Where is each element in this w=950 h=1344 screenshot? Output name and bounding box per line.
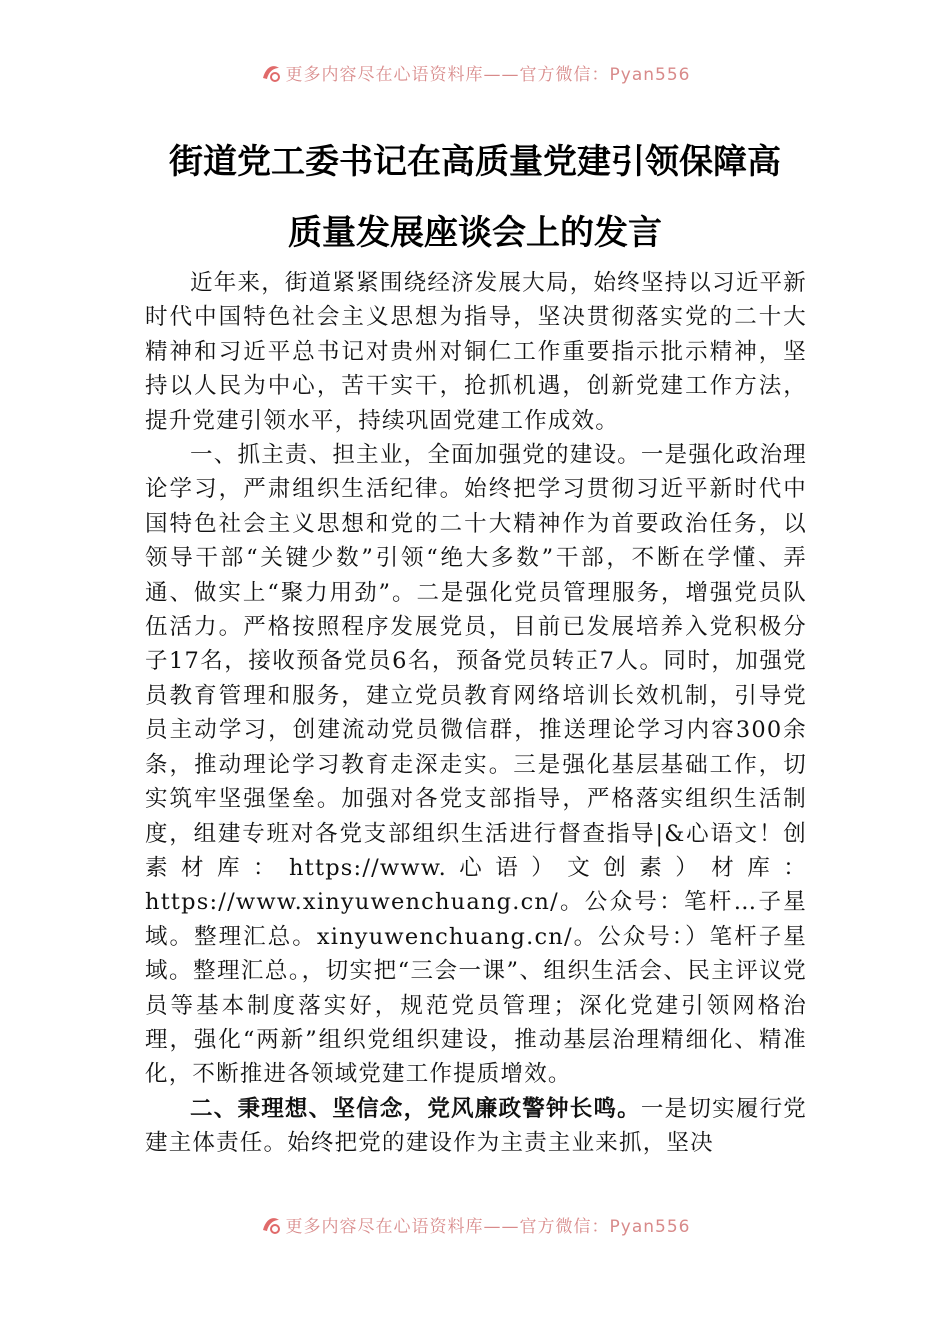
watermark-text: 更多内容尽在心语资料库——官方微信：Pyan556 <box>285 65 691 85</box>
xinyu-logo-icon <box>260 1214 282 1236</box>
paragraph-section-one: 一、抓主责、担主业，全面加强党的建设。一是强化政治理论学习，严肃组织生活纪律。始终把学习贯彻习近平新时代中国特色社会主义思想和党的二十大精神作为首要政治任务，以领导干部“关键少数”引领“绝大多数”干部，不断在学懂、弄通、做实上“聚力用劲”。二是强化党员管理服务，增强党员队伍活力。严格按照程序发展党员，目前已发展培养入党积极分子17名，接收预备党员6名，预备党员转正7人。同时，加强党员教育管理和服务，建立党员教育网络培训长效机制，引导党员主动学习，创建流动党员微信群，推送理论学习内容300余条，推动理论学习教育走深走实。三是强化基层基础工作，切实筑牢坚强堡垒。加强对各党支部指导，严格落实组织生活制度，组建专班对各党支部组织生活进行督查指导|&心语文！创素材库：https://www.心语）文创素）材库：https://www.xinyuwenchuang.cn/。公众号：笔杆…子星域。整理汇总。xinyuwenchuang.cn/。公众号：）笔杆子星域。整理汇总。，切实把“三会一课”、组织生活会、民主评议党员等基本制度落实好，规范党员管理；深化党建引领网格治理，强化“两新”组织党组织建设，推动基层治理精细化、精准化，不断推进各领域党建工作提质增效。 <box>145 442 807 1088</box>
xinyu-logo-icon <box>260 62 282 84</box>
watermark-footer <box>0 1212 950 1237</box>
watermark-header <box>0 60 950 85</box>
paragraph-section-two <box>145 1092 807 1161</box>
paragraph-intro: 近年来，街道紧紧围绕经济发展大局，始终坚持以习近平新时代中国特色社会主义思想为指导，坚决贯彻落实党的二十大精神和习近平总书记对贵州对铜仁工作重要指示批示精神，坚持以人民为中心，苦干实干，抢抓机遇，创新党建工作方法，提升党建引领水平，持续巩固党建工作成效。 <box>145 270 807 434</box>
watermark-text: 更多内容尽在心语资料库——官方微信：Pyan556 <box>285 1217 691 1237</box>
section-two-heading: 二、秉理想、坚信念，党风廉政警钟长鸣。 <box>190 1095 641 1122</box>
document-body <box>145 266 807 1161</box>
document-title-line-1: 街道党工委书记在高质量党建引领保障高 <box>169 142 781 182</box>
document-title-line-2: 质量发展座谈会上的发言 <box>288 213 662 253</box>
section-two-text: 一是切实履行党建主体责任。始终把党的建设作为主责主业来抓，坚决 <box>145 1095 807 1157</box>
